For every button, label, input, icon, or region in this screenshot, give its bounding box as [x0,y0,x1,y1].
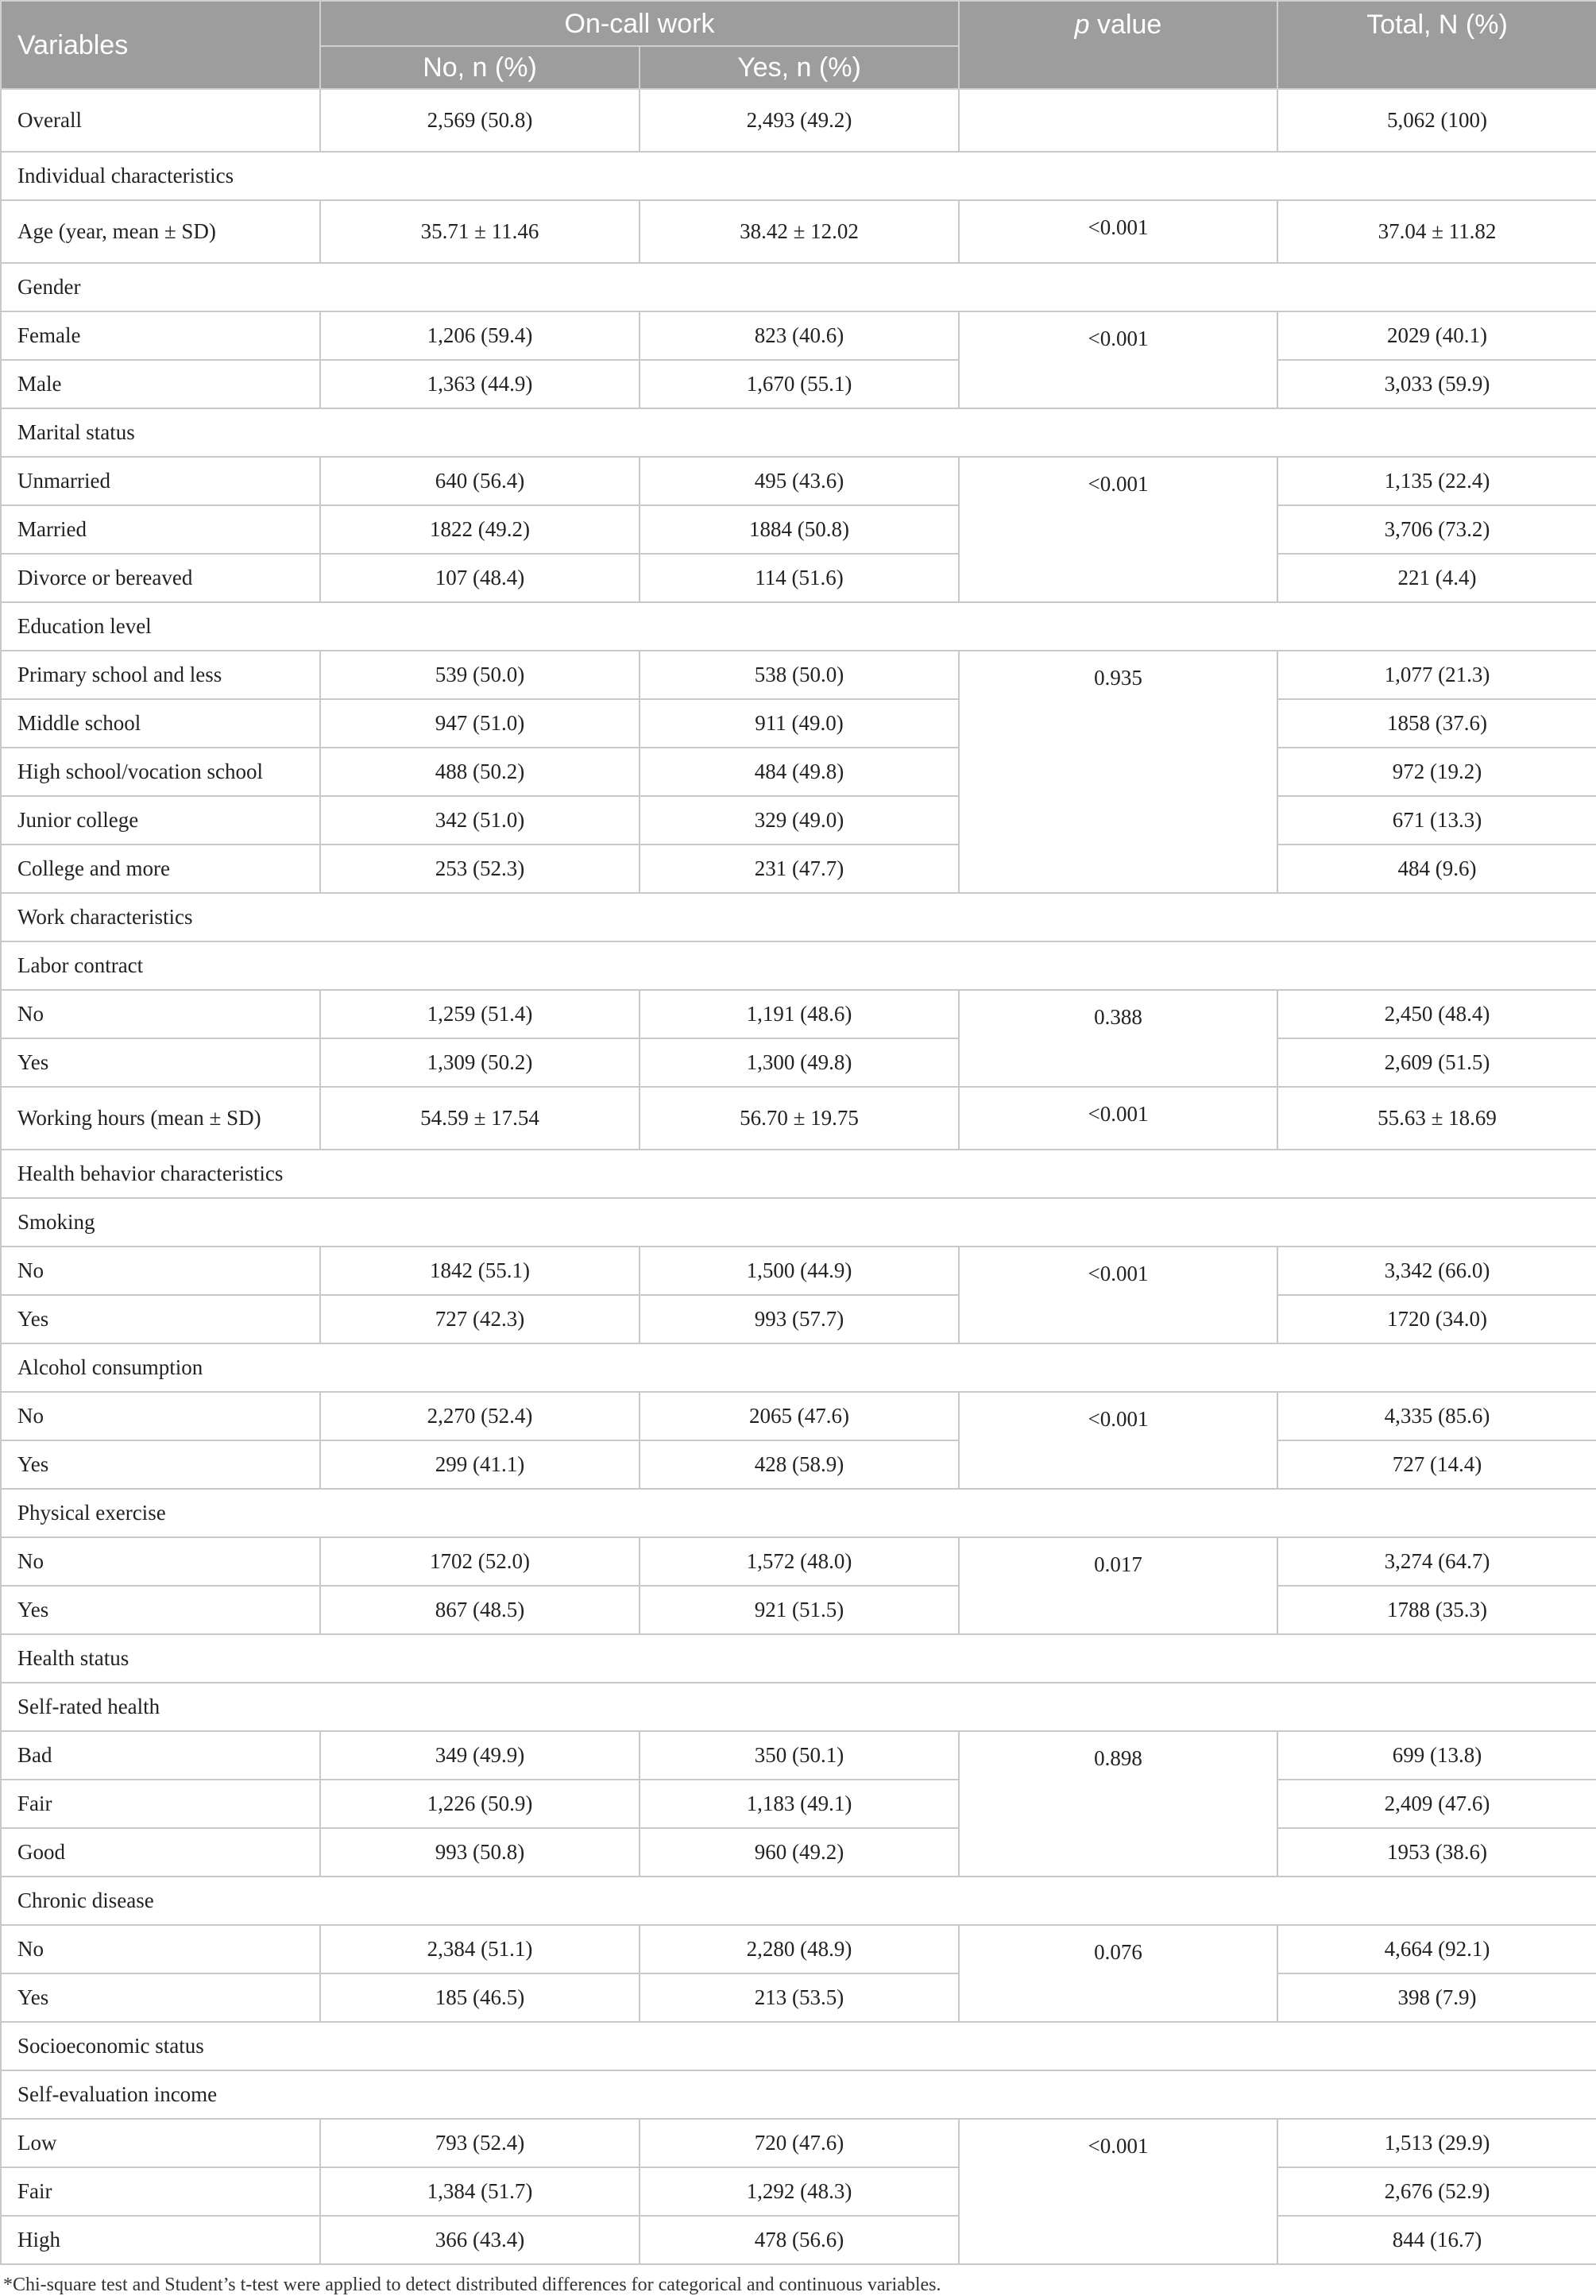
cell-no: 253 (52.3) [320,845,640,893]
cell-no: 185 (46.5) [320,1973,640,2022]
section-label: Socioeconomic status [1,2022,1596,2070]
cell-no: 107 (48.4) [320,554,640,602]
cell-yes: 1,300 (49.8) [640,1038,959,1087]
cell-total: 55.63 ± 18.69 [1277,1087,1596,1150]
cell-p-value [959,89,1277,152]
header-variables: Variables [1,1,320,89]
table-row [1,1087,1596,1150]
cell-yes: 1,500 (44.9) [640,1247,959,1295]
section-row [1,263,1596,311]
cell-p-value: <0.001 [959,200,1277,263]
section-row [1,941,1596,990]
table-footnote: *Chi-square test and Student’s t-test were applied to detect distributed differences for categorical and continuous variables. [3,2275,941,2295]
cell-yes: 911 (49.0) [640,699,959,748]
cell-total: 1720 (34.0) [1277,1295,1596,1343]
table-row [1,2119,1596,2167]
cell-yes: 213 (53.5) [640,1973,959,2022]
cell-total: 2,409 (47.6) [1277,1780,1596,1828]
table-row [1,554,1596,602]
section-label: Gender [1,263,1596,311]
variable-label: Unmarried [1,457,320,505]
cell-yes: 428 (58.9) [640,1440,959,1489]
variable-label: Fair [1,1780,320,1828]
cell-no: 1842 (55.1) [320,1247,640,1295]
cell-no: 640 (56.4) [320,457,640,505]
cell-yes: 1,183 (49.1) [640,1780,959,1828]
cell-yes: 38.42 ± 12.02 [640,200,959,263]
cell-total: 1953 (38.6) [1277,1828,1596,1877]
variable-label: Age (year, mean ± SD) [1,200,320,263]
variable-label: Middle school [1,699,320,748]
cell-no: 2,384 (51.1) [320,1925,640,1973]
table-body [1,89,1596,2264]
header-yes: Yes, n (%) [640,46,959,89]
cell-p-value: <0.001 [959,311,1277,408]
cell-total: 2,676 (52.9) [1277,2167,1596,2216]
table-row [1,1247,1596,1295]
header-on-call-work: On-call work [320,1,959,46]
cell-no: 947 (51.0) [320,699,640,748]
section-row [1,1343,1596,1392]
section-label: Health status [1,1634,1596,1683]
variable-label: Bad [1,1731,320,1780]
cell-no: 1,363 (44.9) [320,360,640,408]
section-label: Self-rated health [1,1683,1596,1731]
cell-yes: 720 (47.6) [640,2119,959,2167]
cell-total: 5,062 (100) [1277,89,1596,152]
header-p-italic: p [1074,10,1090,40]
variable-label: No [1,1925,320,1973]
cell-yes: 2065 (47.6) [640,1392,959,1440]
table-header [1,1,1596,89]
cell-no: 1,206 (59.4) [320,311,640,360]
cell-total: 1788 (35.3) [1277,1586,1596,1634]
table-row [1,1925,1596,1973]
cell-total: 37.04 ± 11.82 [1277,200,1596,263]
cell-total: 3,342 (66.0) [1277,1247,1596,1295]
cell-total: 727 (14.4) [1277,1440,1596,1489]
section-label: Health behavior characteristics [1,1150,1596,1198]
table-row [1,505,1596,554]
cell-p-value: <0.001 [959,1087,1277,1150]
cell-no: 366 (43.4) [320,2216,640,2264]
variable-label: Overall [1,89,320,152]
table-row [1,699,1596,748]
variable-label: College and more [1,845,320,893]
cell-total: 398 (7.9) [1277,1973,1596,2022]
section-label: Labor contract [1,941,1596,990]
table-row [1,311,1596,360]
cell-yes: 1,191 (48.6) [640,990,959,1038]
table-row [1,651,1596,699]
cell-total: 2,609 (51.5) [1277,1038,1596,1087]
variable-label: Primary school and less [1,651,320,699]
table-row [1,1828,1596,1877]
cell-yes: 1,572 (48.0) [640,1537,959,1586]
cell-yes: 1884 (50.8) [640,505,959,554]
section-row [1,2070,1596,2119]
cell-total: 3,706 (73.2) [1277,505,1596,554]
cell-no: 993 (50.8) [320,1828,640,1877]
cell-no: 35.71 ± 11.46 [320,200,640,263]
variable-label: No [1,1392,320,1440]
table-row [1,1392,1596,1440]
cell-p-value: <0.001 [959,457,1277,602]
variable-label: Low [1,2119,320,2167]
cell-yes: 921 (51.5) [640,1586,959,1634]
cell-total: 484 (9.6) [1277,845,1596,893]
cell-total: 1,135 (22.4) [1277,457,1596,505]
variable-label: High school/vocation school [1,748,320,796]
cell-p-value: 0.017 [959,1537,1277,1634]
table-row [1,1586,1596,1634]
variable-label: High [1,2216,320,2264]
cell-total: 4,335 (85.6) [1277,1392,1596,1440]
section-label: Self-evaluation income [1,2070,1596,2119]
table-row [1,1440,1596,1489]
cell-no: 488 (50.2) [320,748,640,796]
cell-total: 3,274 (64.7) [1277,1537,1596,1586]
table-row [1,796,1596,845]
cell-no: 1,309 (50.2) [320,1038,640,1087]
cell-p-value: <0.001 [959,1247,1277,1343]
cell-no: 299 (41.1) [320,1440,640,1489]
cell-yes: 329 (49.0) [640,796,959,845]
cell-yes: 960 (49.2) [640,1828,959,1877]
section-label: Individual characteristics [1,152,1596,200]
header-no: No, n (%) [320,46,640,89]
variable-label: Married [1,505,320,554]
cell-yes: 231 (47.7) [640,845,959,893]
table-row [1,1038,1596,1087]
cell-p-value: 0.388 [959,990,1277,1087]
table-row [1,1731,1596,1780]
section-label: Chronic disease [1,1877,1596,1925]
section-label: Education level [1,602,1596,651]
cell-no: 1,259 (51.4) [320,990,640,1038]
section-row [1,1634,1596,1683]
cell-yes: 114 (51.6) [640,554,959,602]
section-row [1,1877,1596,1925]
cell-yes: 350 (50.1) [640,1731,959,1780]
variable-label: Junior college [1,796,320,845]
table-row [1,2216,1596,2264]
cell-no: 1,226 (50.9) [320,1780,640,1828]
table-row [1,845,1596,893]
variable-label: Good [1,1828,320,1877]
cell-no: 867 (48.5) [320,1586,640,1634]
cell-p-value: 0.898 [959,1731,1277,1877]
variable-label: Yes [1,1295,320,1343]
section-row [1,408,1596,457]
cell-total: 671 (13.3) [1277,796,1596,845]
cell-yes: 538 (50.0) [640,651,959,699]
cell-total: 972 (19.2) [1277,748,1596,796]
variable-label: No [1,1537,320,1586]
section-row [1,2022,1596,2070]
table-row [1,200,1596,263]
cell-no: 349 (49.9) [320,1731,640,1780]
cell-no: 2,270 (52.4) [320,1392,640,1440]
table-row [1,2167,1596,2216]
table-row [1,360,1596,408]
variable-label: Fair [1,2167,320,2216]
cell-total: 1,513 (29.9) [1277,2119,1596,2167]
section-label: Work characteristics [1,893,1596,941]
variable-label: Yes [1,1586,320,1634]
cell-yes: 823 (40.6) [640,311,959,360]
cell-no: 54.59 ± 17.54 [320,1087,640,1150]
cell-yes: 478 (56.6) [640,2216,959,2264]
table-row [1,89,1596,152]
cell-no: 793 (52.4) [320,2119,640,2167]
cell-total: 2029 (40.1) [1277,311,1596,360]
header-p-suffix: value [1089,10,1162,40]
table-row [1,748,1596,796]
table-row [1,990,1596,1038]
header-total: Total, N (%) [1277,1,1596,89]
cell-total: 221 (4.4) [1277,554,1596,602]
cell-p-value: 0.935 [959,651,1277,893]
variable-label: Male [1,360,320,408]
cell-total: 1,077 (21.3) [1277,651,1596,699]
cell-no: 1702 (52.0) [320,1537,640,1586]
cell-p-value: <0.001 [959,1392,1277,1489]
cell-no: 727 (42.3) [320,1295,640,1343]
section-label: Physical exercise [1,1489,1596,1537]
cell-yes: 56.70 ± 19.75 [640,1087,959,1150]
variable-label: Yes [1,1038,320,1087]
cell-total: 1858 (37.6) [1277,699,1596,748]
cell-no: 2,569 (50.8) [320,89,640,152]
cell-no: 1822 (49.2) [320,505,640,554]
variable-label: No [1,1247,320,1295]
variable-label: Female [1,311,320,360]
cell-yes: 993 (57.7) [640,1295,959,1343]
cell-total: 844 (16.7) [1277,2216,1596,2264]
table-row [1,1295,1596,1343]
variable-label: No [1,990,320,1038]
cell-yes: 484 (49.8) [640,748,959,796]
section-row [1,1150,1596,1198]
cell-no: 539 (50.0) [320,651,640,699]
section-label: Alcohol consumption [1,1343,1596,1392]
cell-yes: 2,493 (49.2) [640,89,959,152]
table-row [1,457,1596,505]
section-row [1,602,1596,651]
variable-label: Yes [1,1440,320,1489]
cell-yes: 1,292 (48.3) [640,2167,959,2216]
table-row [1,1973,1596,2022]
variable-label: Divorce or bereaved [1,554,320,602]
table-row [1,1537,1596,1586]
cell-yes: 495 (43.6) [640,457,959,505]
header-p-value [959,1,1277,89]
variable-label: Working hours (mean ± SD) [1,1087,320,1150]
cell-total: 4,664 (92.1) [1277,1925,1596,1973]
cell-total: 699 (13.8) [1277,1731,1596,1780]
cell-yes: 1,670 (55.1) [640,360,959,408]
cell-p-value: <0.001 [959,2119,1277,2264]
section-row [1,1198,1596,1247]
cell-no: 1,384 (51.7) [320,2167,640,2216]
variable-label: Yes [1,1973,320,2022]
cell-p-value: 0.076 [959,1925,1277,2022]
section-label: Smoking [1,1198,1596,1247]
table-row [1,1780,1596,1828]
section-row [1,1683,1596,1731]
section-row [1,1489,1596,1537]
section-row [1,152,1596,200]
cell-no: 342 (51.0) [320,796,640,845]
cell-yes: 2,280 (48.9) [640,1925,959,1973]
cell-total: 2,450 (48.4) [1277,990,1596,1038]
section-row [1,893,1596,941]
cell-total: 3,033 (59.9) [1277,360,1596,408]
section-label: Marital status [1,408,1596,457]
